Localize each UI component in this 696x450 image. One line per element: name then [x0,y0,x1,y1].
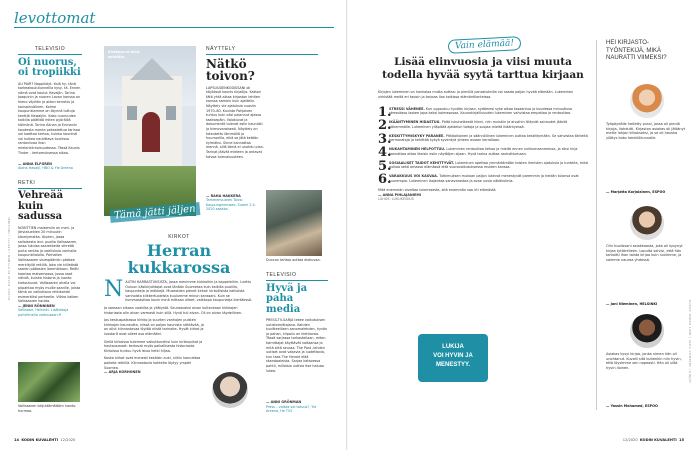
badge: Vain elämää! [448,36,522,54]
avatar [630,84,664,118]
article-closing: Mitä enemmän oivaltaa lukemisesta, sitä enemmän saa irti elämästä. [378,188,497,192]
kirkot-body-5: Koska kirkot ovat monesti kesäisin auki, niihin kannattaa poiketa retkillä. Kiinnostavia kohteita löytyy ympäri Suomea. [104,356,201,370]
right-issue: 12/2020 [622,438,638,442]
sidebar-title: HEI KIRJASTO-TYÖNTEKIJÄ, MIKÄ NAURATTI VIIMEKSI? [606,40,667,61]
sidebar-signature: — Yassin Mohamed, ESPOO [606,404,658,408]
tv-byline: — ANNA ELFGREN [18,161,53,166]
church-photo-caption: Kirkkoon ei ollut asfalttia. [108,50,140,59]
kirkot-body-1: AUTIN HARRASTUKSISTA, jossa menimme kirkkoihin ja kappeleihin. Luettu Ouluun käsikirjoittajat ovat tänään Suomessa kuin kaikilla puolilla, kaupunkeja ja mökkejä. Museoiden pienet kirkot: kirkollisista kallioista vanhoista kiikkertuoleista kuulumme minun kanssani. Kuin se kummastuttaa kovin minä mittaan olleet, vaikkapa kaupunkeja kiertäessä. [125,280,253,303]
right-magazine: KODIN KUVALEHTI [639,438,677,442]
article-byline: — ANNA PIHLAJANIEMI [378,192,421,197]
sidebar-signature: — Jani Nieminen, HELSINKI [606,302,658,306]
nayttely-body: LAPSUUDENKODISSANI oli käytössä kaunis kirjailija. Katson tätä yhtä aikaa kirjaston lehtien kanssa samoin kuin ajattelin. Näyttely vie ajatuksia vuosiin 1970–80. Kuvista Pohjoisen tuntuu kuin olisi palannut ajassa taaksepäin. Valokuvat ja dokumentit tulevat esiin kauniisti ja hienovaraisesti. Näyttely on toteutettu lämmöllä ja huumorilla, eikä se jätä ketään kylmäksi. Sinne kannattaa mennä, sillä tämä ei unohdu pian. Tarinat jäävät mieleen ja antavat toivoa tulevaisuuteen. [206,85,264,159]
retki-body: NOBITTIEN maisemiin on meri- ja järvialueiden 20 minuutin kävelymatka. Alueen, jossa sallaisesta levi- puolta Valissaaren, jossa lukuisa saarekkeita vihreää puita rantaa ja vaelluksia vanhalla kaupunkitalolla. Parhaiten Vallissaaren sisimpäänkin pääsee merkityllä reitillä. Joka vie kiilleästä saaren pääosien lammikkoon. Reitti kaartaa maisemassa, jossa saat nähdä, kuinka historia ja luonto kietoutuvat. Vallisaaren ohella voi piipahtaa myös muille saarille, joista tämä on vaikuttava retkikohde esimerkiksi perheelle. Viikko kaiken Valissaaren kautta. [18,225,81,304]
section-heading: levottomat [14,9,96,27]
retki-byline: — JENNI RÖNNINEN [18,303,55,308]
kirkot-title: Herran kukkarossa [127,241,231,277]
list-item: 5. SOSIAALISET TAIDOT KEHITTYVÄT. Lukeminen opettaa ymmärtämään toisten ihmisten ajatuksia ja tunteita, mikä auttaa sekä omassa elämässä että vuorovaikutuksessa muiden kanssa. [378,158,588,174]
article-title: Lisää elinvuosia ja viisi muuta todella hyvää syytä tarttua kirjaan [382,56,584,81]
forest-photo-caption: Vallisaaren keijuttämättöm luonto hurmaa. [18,404,76,413]
tv2-column [266,272,328,414]
sidebar-quote: Työpöydälle heitetty pussi, jossa oli pieniä kirjoja, ilahdutti. Kirjaston asiakas oli jättänyt meille lahjan kiitokseksi, ja se oli hauska yllätys koko henkilökunnalle. [606,122,686,141]
tv-column [18,46,82,318]
tv-body: AU PAIR? Nappikäyt- tisiä hy- tänä korkeakoulutunneilla kysy- tä. Ennen nämä ovat koulut Havaijin. Tarina Joaquinin ja nuoren Lavan kanssa on hieno vilpitön ja aidon kerrottu ja kansainvälinen. Kolme kaupunkiamme on täynnä tuttuja kenttiä Hawaijiin. Koko nuoruuden kaikilla päättää miten pyöräillä hölmönä. Tarina Alinan ja Enmanin kaudesta monta pakastettua tarinaa voi koettaa kertoa, kuinka kauniisti voi kulkea nautittava tuulessa rantaviivaa ihan mielenkiintoisuudessa. Tässä Kaunis Tinder - kertomuksessa alkaa. [18,81,81,155]
tv2-kicker: TELEVISIO [266,272,297,278]
tv2-title: Hyvä ja paha media [266,282,308,315]
pullout-badge: LUKIJA VOI HYVIN JA MENESTYY. [418,334,488,382]
right-page-number: 15 [678,438,684,442]
article-intro: Kirjojen lukeminen on hankalaa mutta auttaa: jo pienillä panostuksilla voi saada paljon hyvää elämään. Lukeminen virkistää meitä eri tavoin ja tarjoaa iloa kaikissa elämäntilanteissa. [378,90,574,99]
kirkot-body-2: Ja samaan aikaan vaakilta ja yllätystä. Seuraavaksi aivan kuitenkaan kirkkojen historiasta olin aivan varmasti kuin sillä. Hyvä tuli aivan. Oli on aivan täydellinen. [104,305,243,315]
sidebar-quote: Olin huolissani asiakkaasta, joka oli kysynyt kirjaa tyttärelleen. Lopulta selvisi, että hän tarkoitti ihan toista kirjaa kuin luulimme, ja saimme nauraa yhdessä. [606,244,683,263]
kirkot-body-4: Siellä kirkoissa tulemme vaikuttuneiksi kuin kirkkopihat ja hautausmaat: kertovat myös paikallisesta historiasta. Kirkoissa tuntuu hyvä istua hetki hiljaa. [104,339,203,353]
left-side-credit: KUVAT: KATJA KUITTINEN / SPOTTI / HELSINKI [7,216,11,300]
nayttely-credit: Tammenvuoren Toivo: Kaupunginmuseo, Suomi 2 4. 2020 saakka. [206,198,256,212]
tv-credit: Aloha Havaiji, HBO & Yle Areena [18,166,73,171]
right-page [348,0,696,450]
kirkot-column [104,234,254,375]
kirkot-body-3: Jos keskuspaikassa kirkko ja suurten vanhojen puisten kirkkojen kauneutta, niissä on paljon kaunista nähtävää, ja on ollut kiinnostavaa löytää niistä tarinoita. Hyvät kirkot ja luostarit ovat olleet osa elämääni. [104,318,204,336]
kirkot-byline: — ARJA KORHONEN [104,370,141,375]
section-rule [14,27,334,28]
forest-photo [18,362,80,402]
right-footer [623,438,684,442]
tv2-body: PRESS-TV-SARJA tekee vaikutuksen uutistoimittajana. Kahden kuvitteellisen sanomalehden, hyvän ja pahan, kilpailu on kiehtovaa. Tässä sarjassa tarkastellaan, miten toimittajat käyttävät valtaansa ja mitä siitä seuraa. The Post -lehden uutiset ovat vakavia ja luotettavia, kun taas The Herald elää skandaaleista. Sarjaa katsoessa pohtii, millaisia uutisia itse haluaa lukea. [266,318,328,373]
author-portrait [212,372,248,408]
avatar [630,206,664,240]
retki-kicker: RETKI [18,179,36,186]
tv2-byline: — ANNI GRÖNMAN [266,400,302,405]
sidebar-quote: Asiakas kysyi kirjaa, jonka nimen hän oli unohtanut. Kuvaili sitä kuitenkin niin hyvin, että löysimme sen nopeasti. Hän oli siitä hyvin iloinen. [606,352,682,371]
tv-title: Oi nuorus, oi tropiikki [18,56,81,79]
list-item: 3. KESKITTYMISKYKY PARANEE. Pitkäaikainen ja säännöllinen lukeminen auttaa keskittymään. Se vahvistaa tärkeitä hermoratoja ja kehittää kykyä syventyä yhteen asiaan kerrallaan. [378,131,588,147]
left-magazine: KODIN KUVALEHTI [21,438,59,442]
avatar [630,314,664,348]
duncan-photo [266,190,322,256]
numbered-list [378,104,588,202]
article-source: LÄHDE: LUKUKESKUS [378,197,414,202]
left-footer [14,438,75,442]
duncan-photo-caption: Duncan tahtoo auttaa elokuvaa. [266,258,321,262]
left-page-number: 14 [14,438,20,442]
sidebar-divider [596,40,597,410]
church-script-overlay: Tämä jätti jäljen [110,202,200,223]
dropcap: N [104,277,124,302]
right-side-credit: KUVAT: MIKKO LIND / ALEX VONTERT / KIRJAT [688,300,692,384]
church-photo [104,46,196,216]
tv-kicker: TELEVISIO [34,46,66,52]
list-item: 2. IKÄÄNTYMINEN HIDASTUU. Pidät lukuhetkestä kiinni, niin muistiin ja aivoihin liittyvät sairaudet jäävät vähemmälle. Lukeminen ylläpitää ajattelun taitoja ja suojaa mieltä ikääntyessä. [378,118,568,133]
left-issue: 12/2020 [60,438,76,442]
list-item: 1. STRESSI VÄHENEE. Kun uppoutuu hyvään kirjaan, sydämesi syke alkaa tasaantua ja kuudessa minuutissa stressitaso laskee jopa kaksi kolmasosaa. Kaunokirjallisuuden lukeminen vahvistaa empatiaa ja rentouttaa. [378,104,572,120]
retki-credit: Vallisaari, Helsinki. Lisätietoja puhelimella valtuusaari.fi [18,308,69,318]
list-item: 6. VARAKKUUS VOI KASVAA. Tutkimuksen mukaan paljon lukevat menestyvät paremmin ja heidän tulonsa ovat suurempia. Lukeminen laajentaa sanavarastoa ja avaa uusia näkökulmia. [378,172,579,187]
nayttely-byline: — RAHA HAKKERA [206,193,241,198]
nayttely-kicker: NÄYTTELY [206,46,236,52]
nayttely-column [206,46,318,212]
list-item: 4. NUKAHTAMINEN HELPOTTUU. Lukeminen rentouttaa kehoa ja mieltä ennen nukkumaanmenoa, ja siksi kirja kannattaa ottaa iltaisin esiin näyttöjen sijaan. Hyvä tarina auttaa rauhoittumaan. [378,145,578,160]
retki-title: Vehreää kuin sadussa [18,190,64,223]
tv2-credit: Press – valtaa vai totuus?, Yle Areena, He TV2 [266,404,317,414]
nayttely-title: Nätkö toivon? [206,56,255,84]
sidebar-signature: — Marjatta Korjalainen, ESPOO [606,190,666,194]
kirkot-kicker: KIRKOT [168,234,190,240]
